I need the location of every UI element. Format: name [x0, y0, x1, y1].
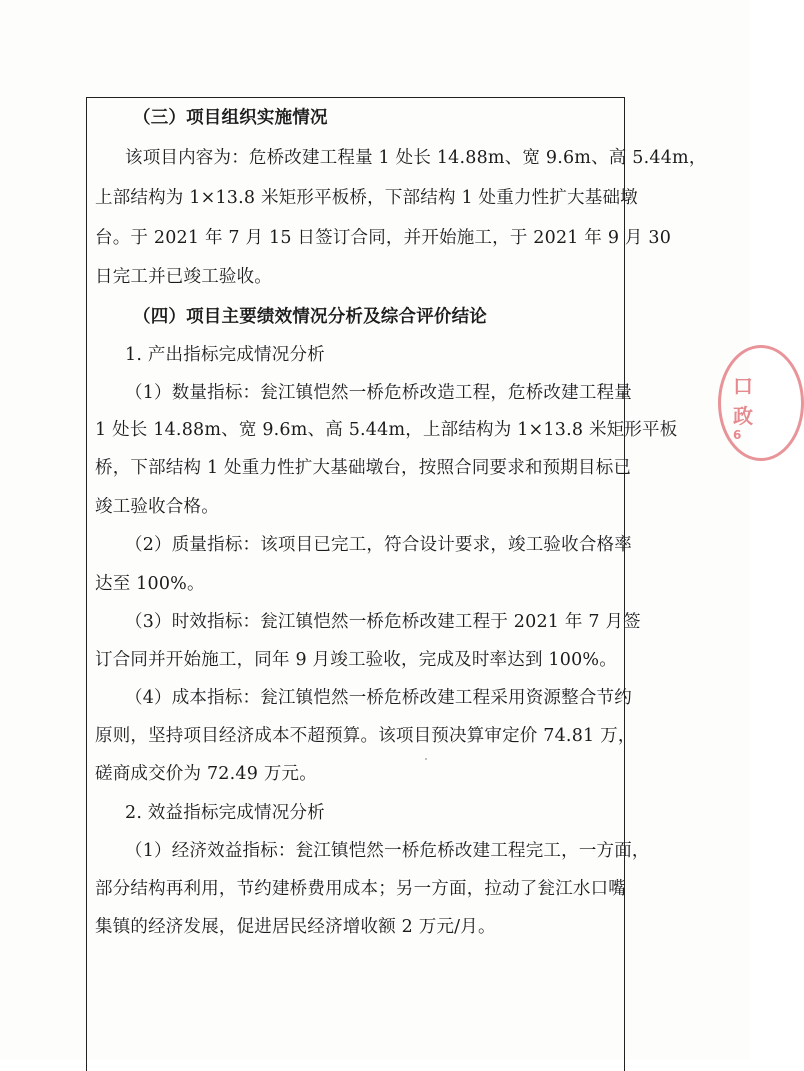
scan-speck [425, 758, 427, 760]
cost-indicator-line-2: 原则，坚持项目经济成本不超预算。该项目预决算审定价 74.81 万， [95, 726, 636, 746]
section-3-heading: （三）项目组织实施情况 [133, 108, 328, 128]
timeliness-indicator-line-2: 订合同并开始施工，同年 9 月竣工验收，完成及时率达到 100%。 [95, 650, 617, 670]
economic-benefit-line-2: 部分结构再利用，节约建桥费用成本；另一方面，拉动了瓮江水口嘴 [95, 879, 626, 899]
section-3-line-1: 该项目内容为：危桥改建工程量 1 处长 14.88m、宽 9.6m、高 5.44m， [125, 148, 707, 168]
seal-char-3: 6 [733, 428, 742, 442]
quantity-indicator-line-4: 竣工验收合格。 [95, 497, 219, 517]
benefit-indicators-subheading: 2. 效益指标完成情况分析 [125, 803, 325, 823]
seal-char-2: 政 [733, 404, 753, 428]
quantity-indicator-line-2: 1 处长 14.88m、宽 9.6m、高 5.44m，上部结构为 1×13.8 米矩形平板 [95, 420, 678, 440]
seal-char-1: 口 [733, 374, 753, 398]
quality-indicator-line-2: 达至 100%。 [95, 574, 205, 594]
section-4-heading: （四）项目主要绩效情况分析及综合评价结论 [133, 307, 487, 327]
quality-indicator-line-1: （2）质量指标：该项目已完工，符合设计要求，竣工验收合格率 [125, 535, 632, 555]
red-seal-stamp [718, 345, 804, 461]
timeliness-indicator-line-1: （3）时效指标：瓮江镇恺然一桥危桥改建工程于 2021 年 7 月签 [125, 612, 641, 632]
section-3-line-4: 日完工并已竣工验收。 [95, 267, 272, 287]
cost-indicator-line-1: （4）成本指标：瓮江镇恺然一桥危桥改建工程采用资源整合节约 [125, 688, 632, 708]
output-indicators-subheading: 1. 产出指标完成情况分析 [125, 345, 325, 365]
section-3-line-3: 台。于 2021 年 7 月 15 日签订合同，并开始施工，于 2021 年 9 月 30 [95, 228, 672, 248]
section-3-line-2: 上部结构为 1×13.8 米矩形平板桥，下部结构 1 处重力性扩大基础墩 [95, 188, 638, 208]
cost-indicator-line-3: 磋商成交价为 72.49 万元。 [95, 764, 317, 784]
quantity-indicator-line-3: 桥，下部结构 1 处重力性扩大基础墩台，按照合同要求和预期目标已 [95, 458, 632, 478]
economic-benefit-line-1: （1）经济效益指标：瓮江镇恺然一桥危桥改建工程完工，一方面， [125, 841, 650, 861]
economic-benefit-line-3: 集镇的经济发展，促进居民经济增收额 2 万元/月。 [95, 917, 496, 937]
quantity-indicator-line-1: （1）数量指标：瓮江镇恺然一桥危桥改造工程，危桥改建工程量 [125, 383, 632, 403]
